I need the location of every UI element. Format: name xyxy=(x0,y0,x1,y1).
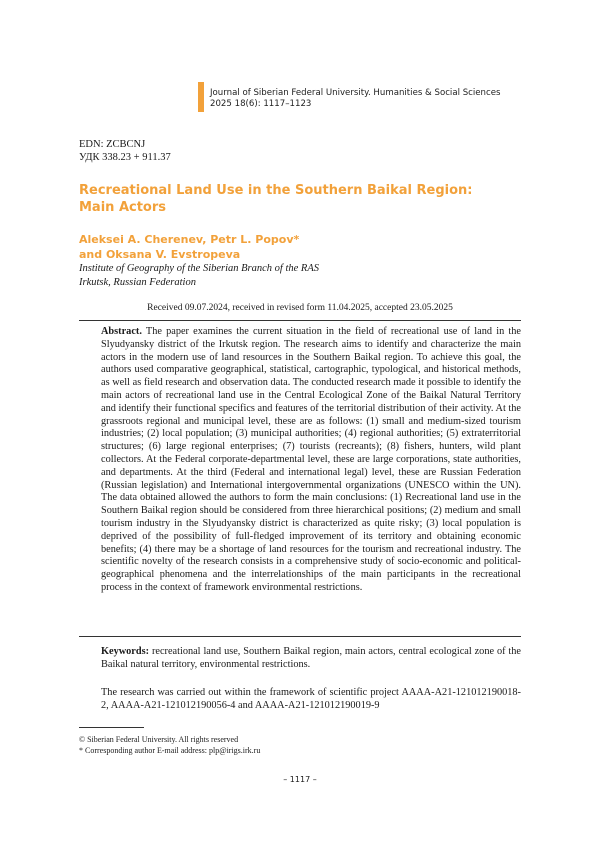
journal-header xyxy=(210,88,501,110)
paper-title xyxy=(79,182,473,216)
affiliation xyxy=(79,262,319,289)
abstract-bottom-divider xyxy=(79,636,521,637)
journal-issue: 2025 18(6): 1117–1123 xyxy=(210,99,312,109)
corresponding-author-note: * Corresponding author E-mail address: plp@irigs.irk.ru xyxy=(79,746,261,755)
abstract xyxy=(101,326,521,595)
abstract-text: The paper examines the current situation in the field of recreational use of land in the Slyudyansky district of the Irkutsk region. The research aims to identify and characterize the main actors in the modern use of land resources in the Southern Baikal region. To achieve this goal, the authors used comparative geographical, statistical, cartographic, typological, and historical methods, as well as field research and observation data. The conducted research made it possible to identify the main actors of recreational land use in the Central Ecological Zone of the Baikal Natural Territory and identify their functional specifics and features of the territorial distribution of their activity. At the grassroots regional and municipal level, these are as follows: (1) small and medium-sized tourism industries; (2) local population; (3) municipal authorities; (4) regional authorities; (5) extraterritorial structures; (6) large regional enterprises; (7) tourists (recreants); (8) fishers, hunters, wild plant collectors. At the Federal corporate-departmental level, these are large corporations, state authorities, and departments. At the third (Federal and international legal) level, these are Russian Federation (Russian legislation) and International intergovernmental organizations (UNESCO within the UN). The data obtained allowed the authors to form the main conclusions: (1) Recreational land use in the Southern Baikal region should be considered from three hierarchical positions; (2) medium and small tourism industry in the Slyudyansky district is characterized as quite risky; (3) local population is deprived of the possibility of full-fledged improvement of its territory and obtaining economic benefits; (4) there may be a shortage of land resources for the tourism and recreational industry. The scientific novelty of the research consists in a comprehensive study of socio-economic and political-geographical phenomena and the interrelationships of the main participants in the recreational process in the context of framework environmental restrictions. xyxy=(101,326,521,593)
authors xyxy=(79,232,299,262)
udk-code: УДК 338.23 + 911.37 xyxy=(79,152,171,163)
edn-code: EDN: ZCBCNJ xyxy=(79,139,146,150)
authors-line-2: and Oksana V. Evstropeva xyxy=(79,248,241,261)
keywords-text: recreational land use, Southern Baikal region, main actors, central ecological zone of the Baikal natural territory, environmental restrictions. xyxy=(101,646,521,670)
research-funding-note: The research was carried out within the framework of scientific project AAAA-A21-121012190018-2, AAAA-A21-121012190056-4 and AAAA-A21-121012190019-9 xyxy=(101,687,521,711)
header-accent-bar xyxy=(198,82,204,112)
keywords xyxy=(101,646,521,672)
abstract-top-divider xyxy=(79,320,521,321)
authors-line-1: Aleksei A. Cherenev, Petr L. Popov* xyxy=(79,233,300,246)
keywords-label: Keywords: xyxy=(101,646,150,657)
affiliation-institute: Institute of Geography of the Siberian Branch of the RAS xyxy=(79,263,320,274)
abstract-label: Abstract. xyxy=(101,326,142,337)
page-number: – 1117 – xyxy=(283,775,317,784)
received-dates: Received 09.07.2024, received in revised form 11.04.2025, accepted 23.05.2025 xyxy=(147,303,453,313)
copyright-note: © Siberian Federal University. All rights reserved xyxy=(79,735,239,744)
footnotes xyxy=(79,734,260,756)
title-line-2: Main Actors xyxy=(79,200,167,215)
title-line-1: Recreational Land Use in the Southern Baikal Region: xyxy=(79,183,473,198)
journal-name: Journal of Siberian Federal University. Humanities & Social Sciences xyxy=(210,88,501,98)
affiliation-location: Irkutsk, Russian Federation xyxy=(79,276,196,288)
footnote-divider xyxy=(79,727,144,728)
article-identifiers xyxy=(79,138,171,164)
